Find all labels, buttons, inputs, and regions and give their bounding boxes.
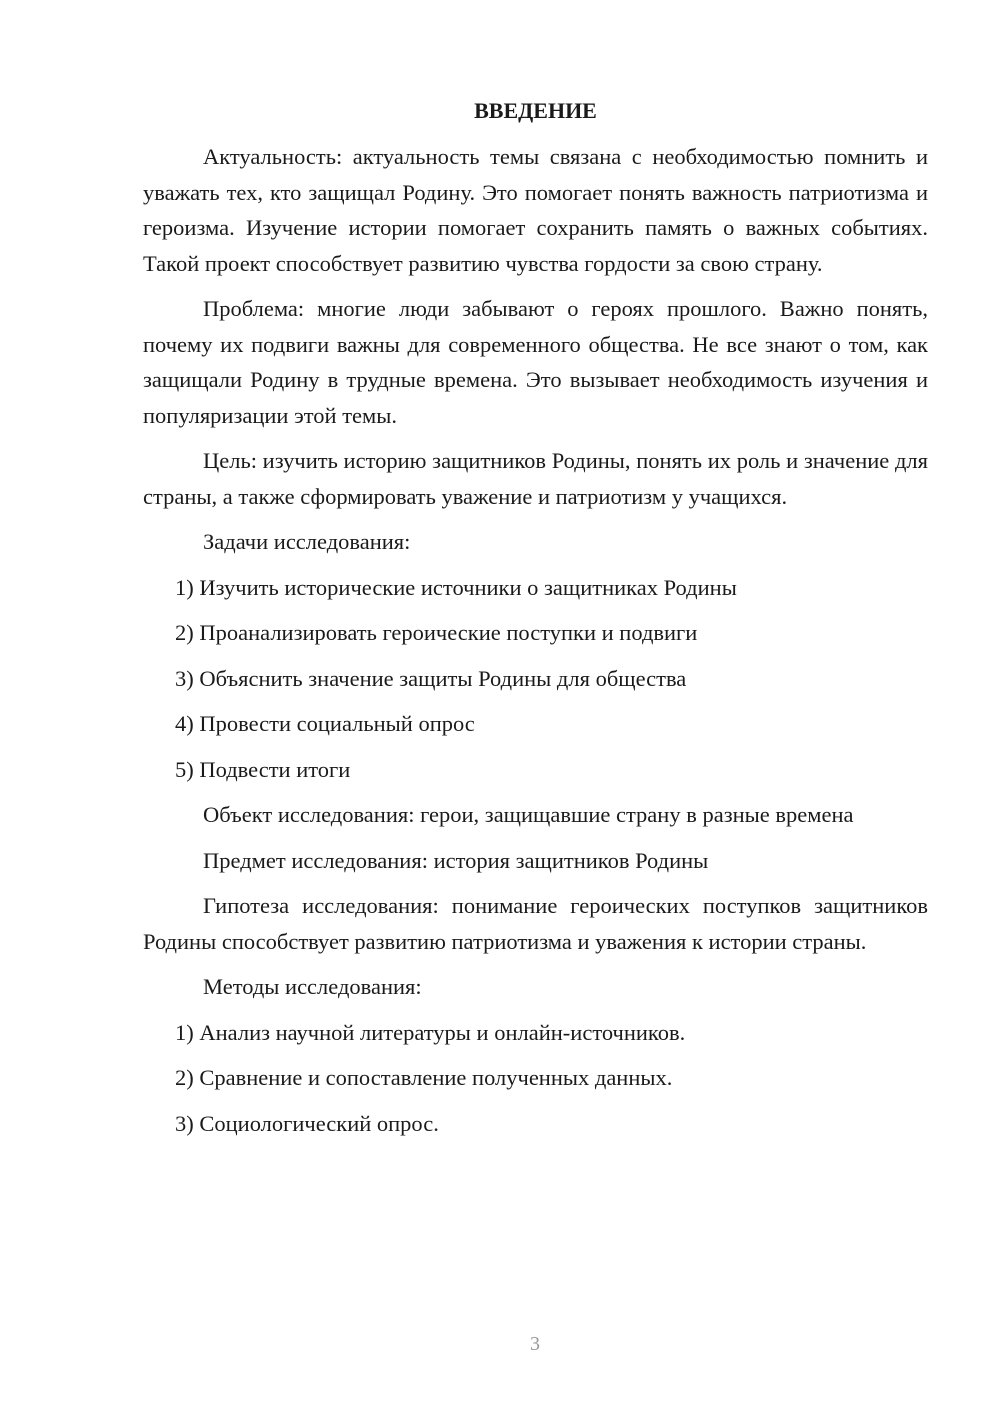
subject-paragraph: Предмет исследования: история защитников Родины [203,847,709,873]
task-item-5: 5) Подвести итоги [175,756,351,782]
task-item-3: 3) Объяснить значение защиты Родины для общества [175,665,687,691]
page-number: 3 [530,1333,540,1355]
task-item-4: 4) Провести социальный опрос [175,711,475,736]
goal-paragraph: Цель: изучить историю защитников Родины, понять их роль и значение для страны, а также сформировать уважение и патриотизм у учащихся. [143,448,928,509]
hypothesis-paragraph: Гипотеза исследования: понимание героических поступков защитников Родины способствует развитию патриотизма и уважения к истории страны. [143,893,928,954]
method-item-1: 1) Анализ научной литературы и онлайн-источников. [175,1019,686,1045]
section-title: ВВЕДЕНИЕ [474,98,597,123]
document-page [143,96,928,1151]
object-paragraph: Объект исследования: герои, защищавшие страну в разные времена [203,802,854,827]
task-item-1: 1) Изучить исторические источники о защитниках Родины [175,574,737,600]
problem-paragraph: Проблема: многие люди забывают о героях прошлого. Важно понять, почему их подвиги важны для современного общества. Не все знают о том, как защищали Родину в трудные времена. Это вызывает необходимость изучения и популяризации этой темы. [143,296,928,428]
methods-heading: Методы исследования: [203,974,422,999]
method-item-2: 2) Сравнение и сопоставление полученных данных. [175,1065,673,1090]
task-item-2: 2) Проанализировать героические поступки и подвиги [175,620,698,645]
method-item-3: 3) Социологический опрос. [175,1110,439,1136]
relevance-paragraph: Актуальность: актуальность темы связана с необходимостью помнить и уважать тех, кто защищал Родину. Это помогает понять важность патриотизма и героизма. Изучение истории помогает сохранить память о важных событиях. Такой проект способствует развитию чувства гордости за свою страну. [143,144,928,276]
tasks-heading: Задачи исследования: [203,529,411,554]
